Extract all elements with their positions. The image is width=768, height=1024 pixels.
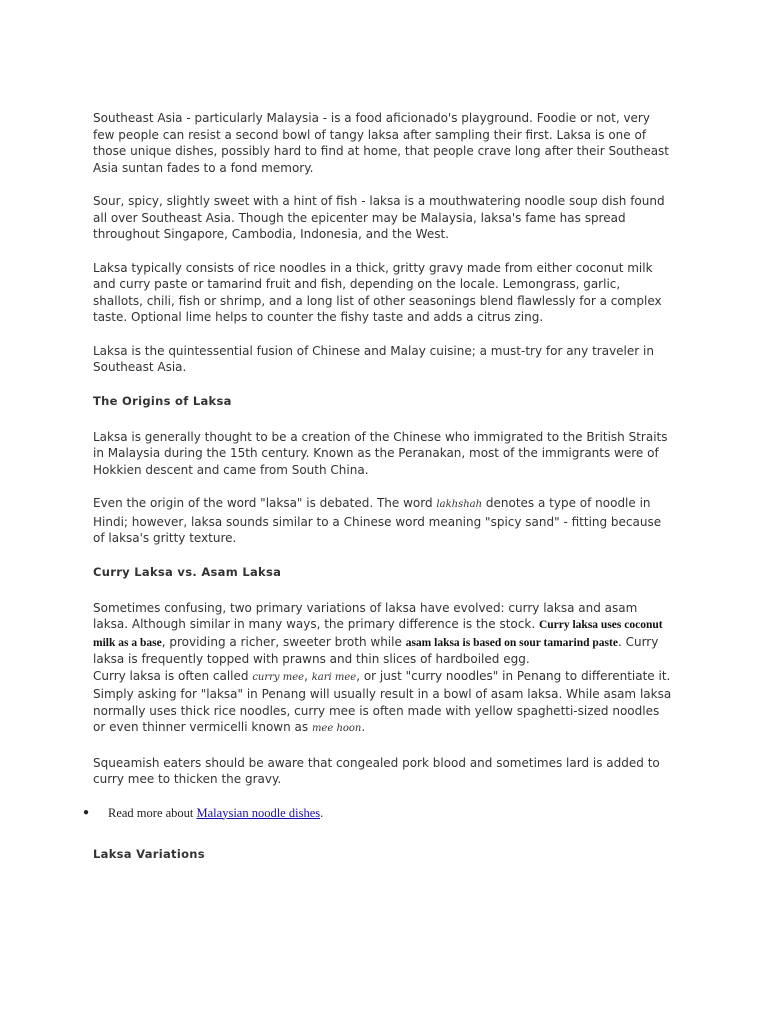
intro-paragraph-1: Southeast Asia - particularly Malaysia - is a food aficionado's playground. Foodie or not, very few people can resist a second bowl of tangy laksa after sampling their first. Laksa is one of those unique dishes, possibly hard to find at home, that people crave long after their Southeast Asia suntan fades to a fond memory. <box>93 111 670 175</box>
origins-p2-text-b: denotes a type of noodle in Hindi; however, laksa sounds similar to a Chinese word meaning "spicy sand" - fitting because of laksa's gritty texture. <box>93 496 662 545</box>
curry-vs-asam-paragraph-2: Squeamish eaters should be aware that congealed pork blood and sometimes lard is added to curry mee to thicken the gravy. <box>93 755 660 786</box>
origins-paragraph-2 <box>93 495 673 547</box>
cva-text-f: . <box>361 720 366 734</box>
intro-paragraph-4: Laksa is the quintessential fusion of Chinese and Malay cuisine; a must-try for any traveler in Southeast Asia. <box>93 343 654 374</box>
read-more-prefix: Read more about <box>108 805 197 820</box>
variations-heading: Laksa Variations <box>93 847 205 861</box>
read-more-list-item <box>85 805 673 822</box>
intro-paragraph-3: Laksa typically consists of rice noodles in a thick, gritty gravy made from either coconut milk and curry paste or tamarind fruit and fish, depending on the locale. Lemongrass, garlic, shallots, chili, fish or shrimp, and a long list of other seasonings blend flawlessly for a complex taste. Optional lime helps to counter the fishy taste and adds a citrus zing. <box>93 260 662 324</box>
cva-text-d: Curry laksa is often called <box>93 668 253 683</box>
term-lakhshah: lakhshah <box>436 499 483 510</box>
curry-vs-asam-paragraph-1 <box>93 600 673 738</box>
malaysian-noodle-dishes-link[interactable]: Malaysian noodle dishes <box>196 805 321 820</box>
read-more-suffix: . <box>320 805 324 820</box>
cva-text-e: , or just "curry noodles" in Penang to differentiate it. Simply asking for "laksa" in Penang will usually result in a bowl of asam laksa. While asam laksa normally uses thick rice noodles, curry mee is often made with yellow spaghetti-sized noodles or even thinner vermicelli known as <box>93 668 672 734</box>
article-body <box>83 110 673 882</box>
cva-bold-curry-base: Curry laksa uses coconut milk as a base <box>93 619 663 649</box>
term-kari-mee: kari mee <box>311 671 357 683</box>
cva-text-b: , providing a richer, sweeter broth while <box>161 634 406 649</box>
cva-comma: , <box>304 668 312 683</box>
cva-text-c: . Curry laksa is frequently topped with prawns and thin slices of hardboiled egg. <box>93 634 659 666</box>
origins-p2-text-a: Even the origin of the word "laksa" is debated. The word <box>93 496 437 510</box>
read-more-text <box>108 805 323 822</box>
bullet-icon: ● <box>83 806 90 818</box>
term-curry-mee: curry mee <box>252 671 305 683</box>
cva-text-a: Sometimes confusing, two primary variations of laksa have evolved: curry laksa and asam laksa. Although similar in many ways, the primary difference is the stock. <box>93 600 638 631</box>
origins-heading: The Origins of Laksa <box>93 393 232 408</box>
cva-bold-asam-base: asam laksa is based on sour tamarind paste <box>405 636 618 649</box>
origins-paragraph-1: Laksa is generally thought to be a creation of the Chinese who immigrated to the British Straits in Malaysia during the 15th century. Known as the Peranakan, most of the immigrants were of Hokkien descent and came from South China. <box>93 429 668 477</box>
intro-paragraph-2: Sour, spicy, slightly sweet with a hint of fish - laksa is a mouthwatering noodle soup dish found all over Southeast Asia. Though the epicenter may be Malaysia, laksa's fame has spread throughout Singapore, Cambodia, Indonesia, and the West. <box>93 194 665 241</box>
curry-vs-asam-heading: Curry Laksa vs. Asam Laksa <box>93 564 282 579</box>
term-mee-hoon: mee hoon <box>311 723 362 734</box>
